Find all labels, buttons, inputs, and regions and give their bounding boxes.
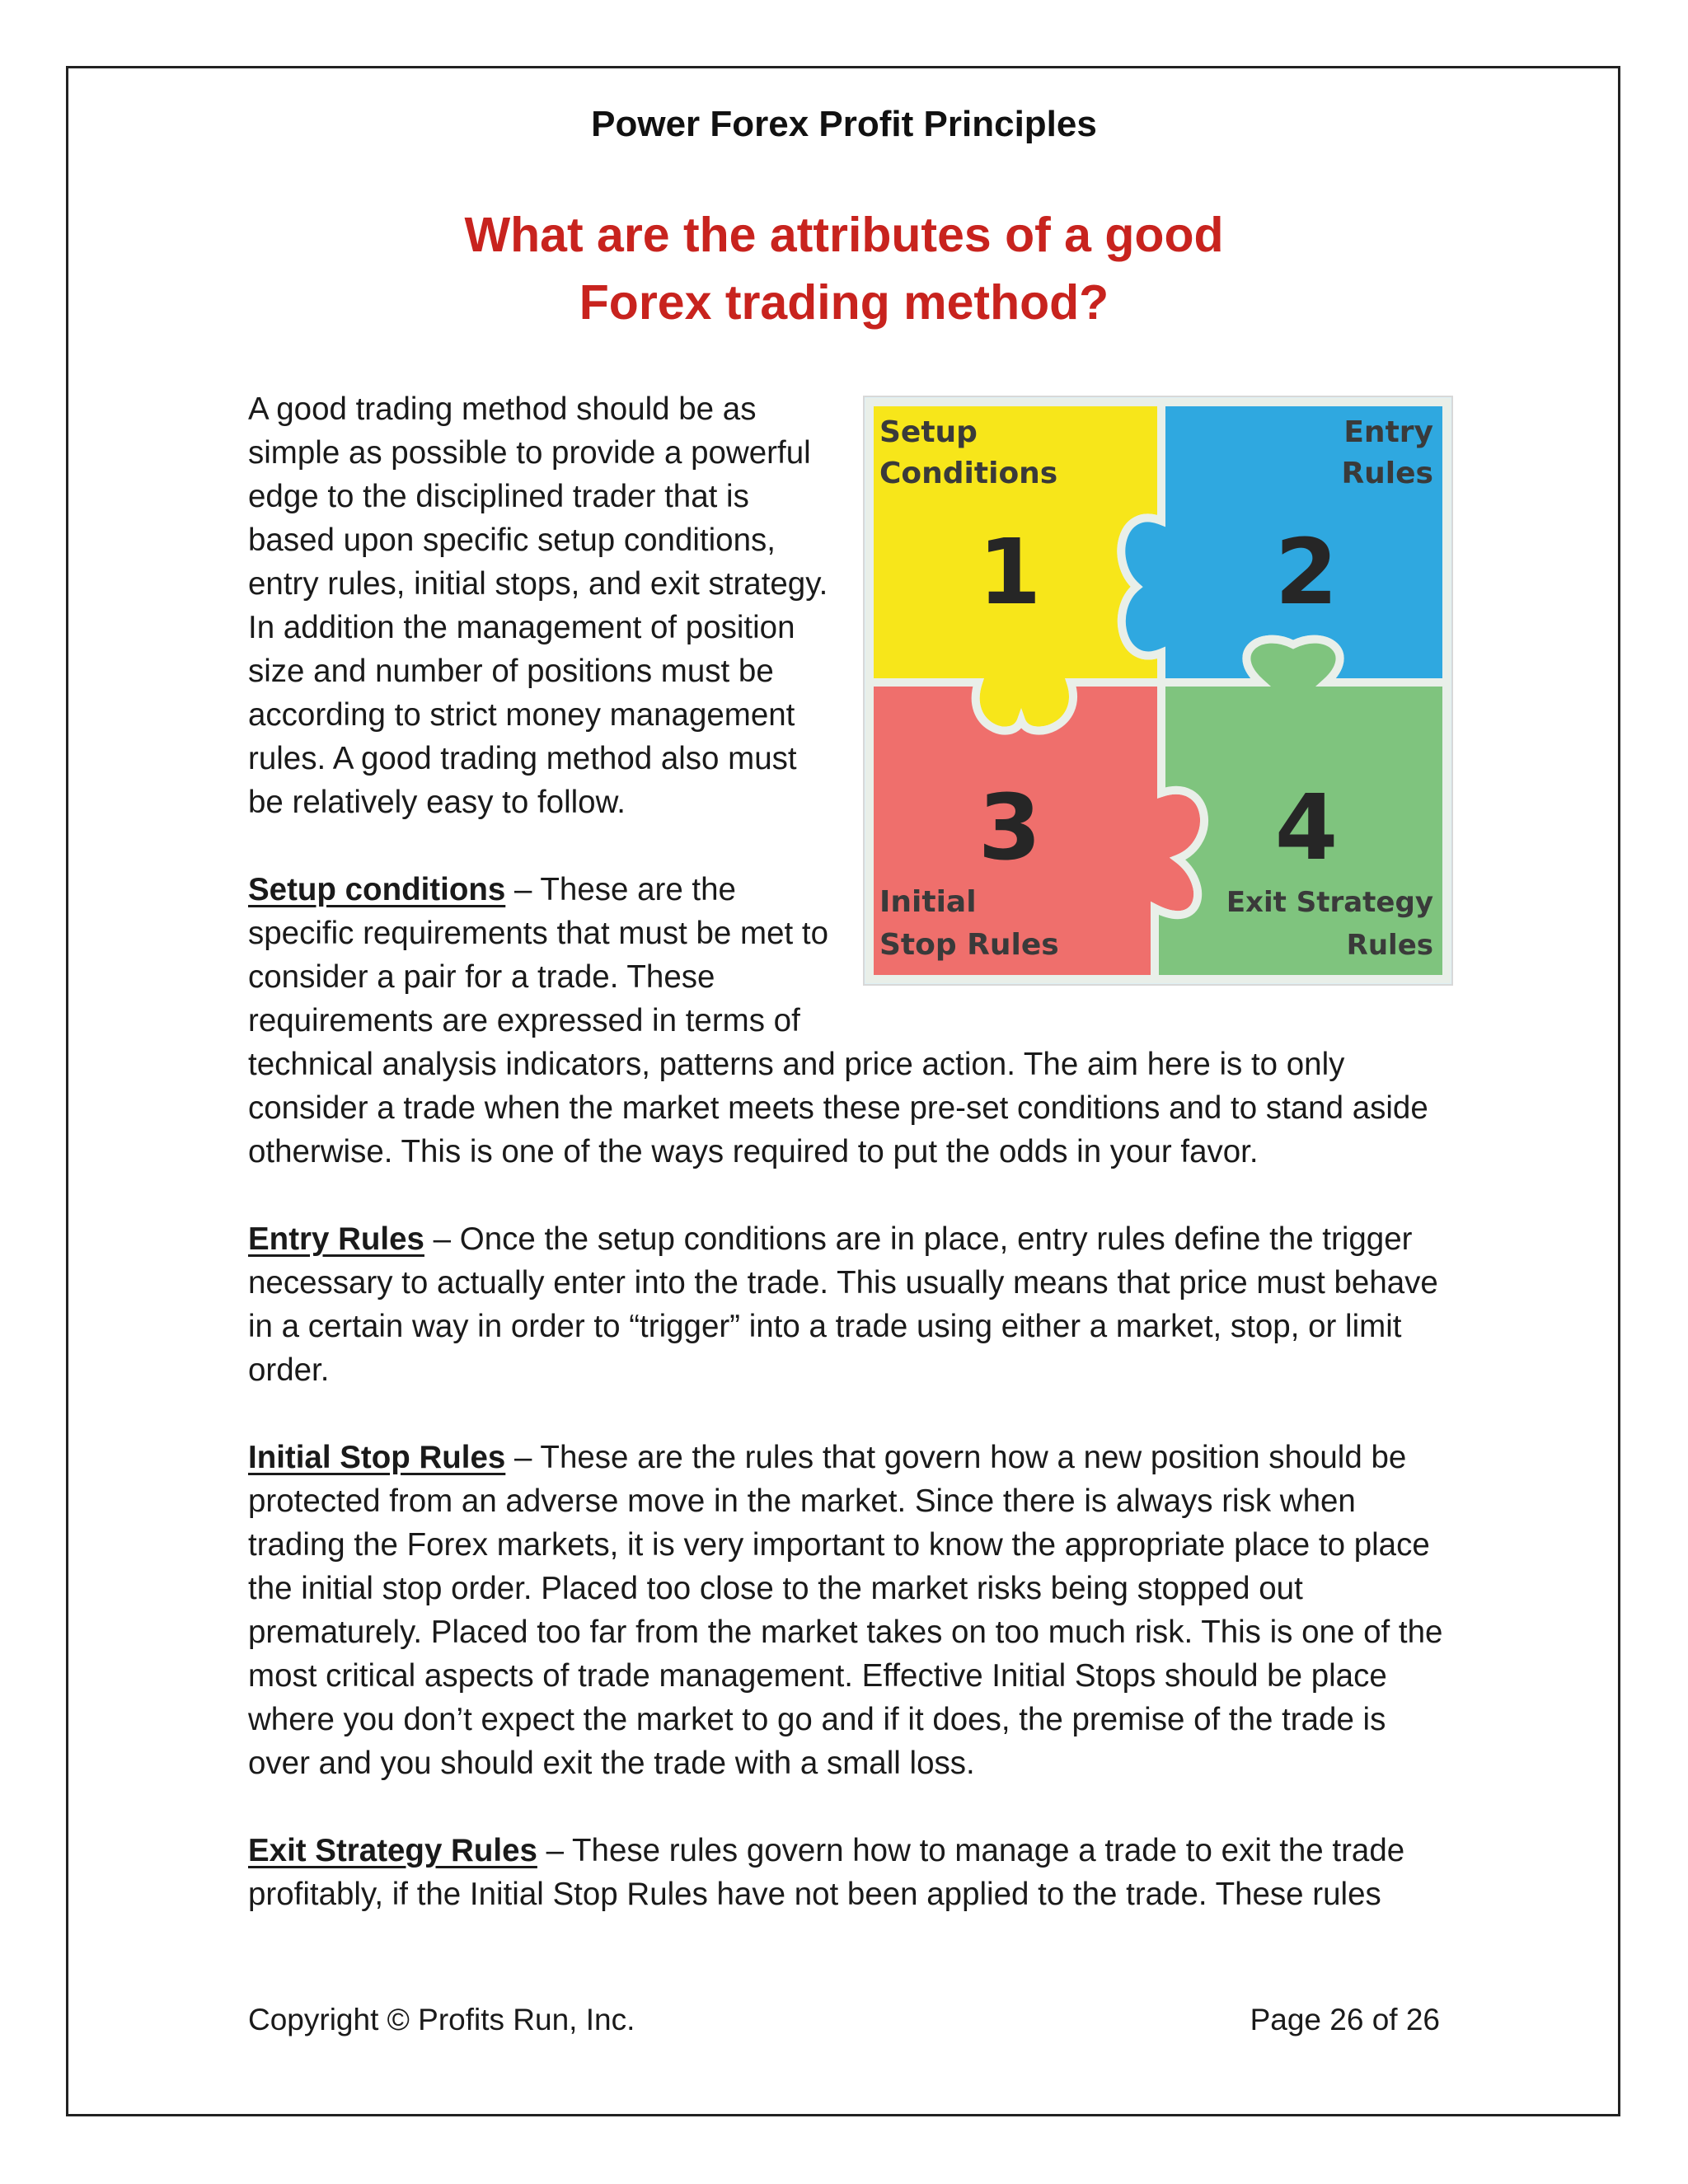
text-entry-rules: – Once the setup conditions are in place, entry rules define the trigger necessary to actually enter into the trade. This usually means that price must behave in a certain way in order to “trigger” into a trade using either a market, stop, or limit order. [248,1221,1438,1388]
puzzle-label-1b: Conditions [879,457,1058,490]
text-setup-conditions: – These are the specific requirements that must be met to consider a pair for a trade. These requirements are expressed in terms of technical analysis indicators, patterns and price action. The aim here is to only consider a trade when the market meets these pre-set conditions and to stand aside otherwise. This is one of the ways required to put the odds in your favor. [248,872,1428,1169]
document-header-title: Power Forex Profit Principles [591,104,1097,144]
puzzle-label-4a: Exit Strategy [1226,886,1433,919]
text-initial-stop-rules: – These are the rules that govern how a new position should be protected from an adverse move in the market. Since there is always risk when trading the Forex markets, it is very important to know the appropriate place to place the initial stop order. Placed too close to the market risks being stopped out prematurely. Placed too far from the market takes on too much risk. This is one of the most critical aspects of trade management. Effective Initial Stops should be place where you don’t expect the market to go and if it does, the premise of the trade is over and you should exit the trade with a small loss. [248,1440,1443,1781]
puzzle-label-2a: Entry [1343,415,1433,449]
puzzle-label-2b: Rules [1341,457,1433,490]
puzzle-label-3b: Stop Rules [879,928,1059,962]
puzzle-illustration [865,397,1451,984]
footer-page-number: Page 26 of 26 [1250,2003,1440,2036]
term-initial-stop-rules: Initial Stop Rules [248,1440,506,1475]
puzzle-number-3: 3 [978,775,1042,880]
heading-line-1: What are the attributes of a good [464,208,1224,262]
section-initial-stop-rules [248,1436,1451,1785]
term-setup-conditions: Setup conditions [248,872,506,907]
intro-paragraph: A good trading method should be as simple as possible to provide a powerful edge to the disciplined trader that is based upon specific setup conditions, entry rules, initial stops, and exit strategy. In addition the management of position size and number of positions must be according to strict money management rules. A good trading method also must be relatively easy to follow. [248,391,828,820]
heading-line-2: Forex trading method? [579,275,1109,330]
puzzle-number-1: 1 [978,519,1042,625]
puzzle-svg [865,397,1451,984]
puzzle-label-4b: Rules [1346,929,1433,962]
term-exit-strategy-rules: Exit Strategy Rules [248,1833,537,1868]
puzzle-number-4: 4 [1274,775,1339,880]
puzzle-number-2: 2 [1274,519,1339,625]
body-content [248,387,1451,1916]
puzzle-label-1a: Setup [879,415,978,449]
puzzle-label-3a: Initial [879,885,977,919]
section-entry-rules [248,1217,1451,1392]
term-entry-rules: Entry Rules [248,1221,424,1257]
section-exit-strategy-rules [248,1829,1451,1916]
section-heading [0,201,1688,336]
footer-copyright: Copyright © Profits Run, Inc. [248,2003,635,2036]
text-exit-strategy-rules: – These rules govern how to manage a trade to exit the trade profitably, if the Initial Stop Rules have not been applied to the trade. These rules [248,1833,1405,1912]
